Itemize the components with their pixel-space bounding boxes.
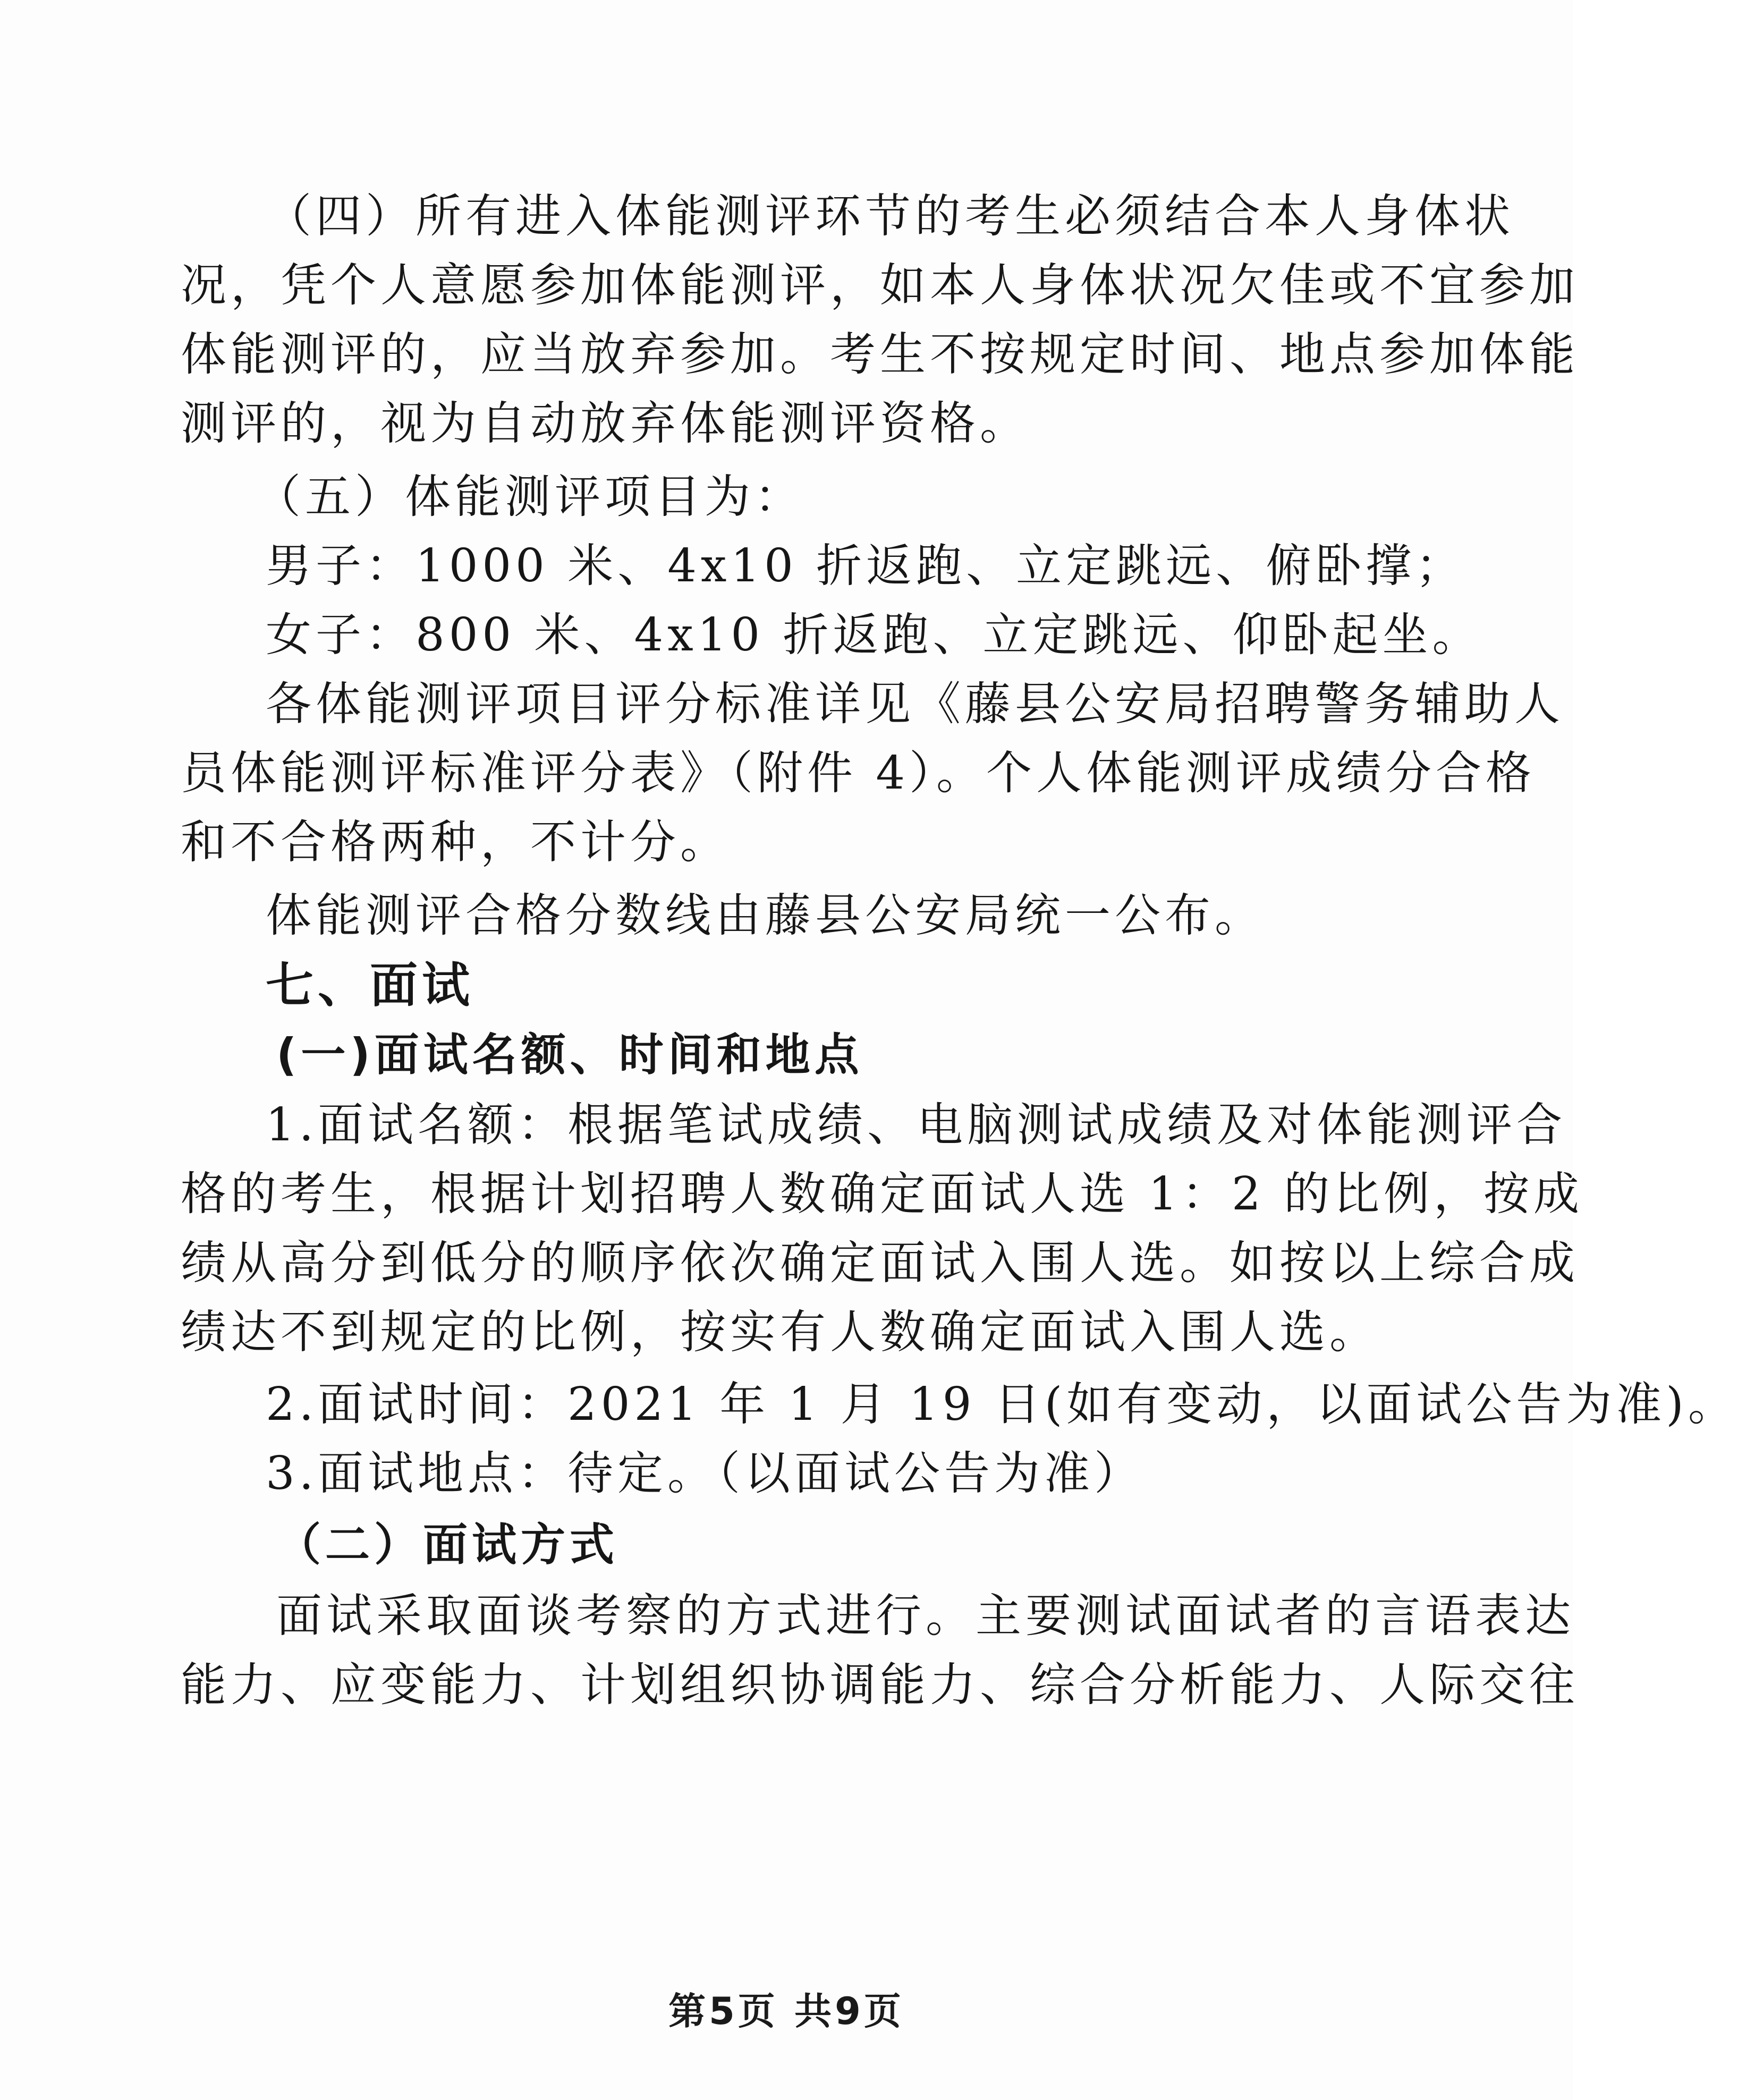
- paragraph-line: 女子：800 米、4x10 折返跑、立定跳远、仰卧起坐。: [266, 608, 1482, 662]
- paragraph-line: 绩达不到规定的比例，按实有人数确定面试入围人选。: [181, 1306, 1379, 1359]
- paragraph-line: 男子：1000 米、4x10 折返跑、立定跳远、俯卧撑；: [266, 539, 1466, 592]
- paragraph-line: 1.面试名额：根据笔试成绩、电脑测试成绩及对体能测评合: [266, 1098, 1567, 1151]
- paragraph-line: 2.面试时间：2021 年 1 月 19 日(如有变动，以面试公告为准)。: [266, 1378, 1738, 1431]
- paragraph-line: （四）所有进入体能测评环节的考生必须结合本人身体状: [266, 190, 1514, 243]
- paragraph-line: 和不合格两种，不计分。: [181, 816, 730, 869]
- paragraph-line: 员体能测评标准评分表》（附件 4）。个人体能测评成绩分合格: [181, 747, 1536, 800]
- paragraph-line: 绩从高分到低分的顺序依次确定面试入围人选。如按以上综合成: [181, 1237, 1579, 1290]
- paragraph-line: 体能测评合格分数线由藤县公安局统一公布。: [266, 889, 1265, 942]
- paragraph-line: 3.面试地点：待定。（以面试公告为准）: [266, 1447, 1144, 1500]
- subsection-heading: (一)面试名额、时间和地点: [276, 1029, 863, 1081]
- page-number-footer: 第5页 共9页: [668, 1989, 904, 2033]
- subsection-heading: （二）面试方式: [276, 1519, 619, 1571]
- paragraph-line: 格的考生，根据计划招聘人数确定面试人选 1：2 的比例，按成: [181, 1167, 1584, 1221]
- paragraph-line: 面试采取面谈考察的方式进行。主要测试面试者的言语表达: [276, 1589, 1575, 1642]
- paragraph-line: 能力、应变能力、计划组织协调能力、综合分析能力、人际交往: [181, 1658, 1579, 1712]
- paragraph-line: 况，凭个人意愿参加体能测评，如本人身体状况欠佳或不宜参加: [181, 259, 1579, 312]
- paragraph-line: 测评的，视为自动放弃体能测评资格。: [181, 397, 1030, 450]
- paragraph-line: 体能测评的，应当放弃参加。考生不按规定时间、地点参加体能: [181, 328, 1579, 381]
- section-heading: 七、面试: [266, 958, 474, 1013]
- paragraph-line: 各体能测评项目评分标准详见《藤县公安局招聘警务辅助人: [266, 678, 1564, 731]
- paragraph-line: （五）体能测评项目为：: [255, 470, 804, 523]
